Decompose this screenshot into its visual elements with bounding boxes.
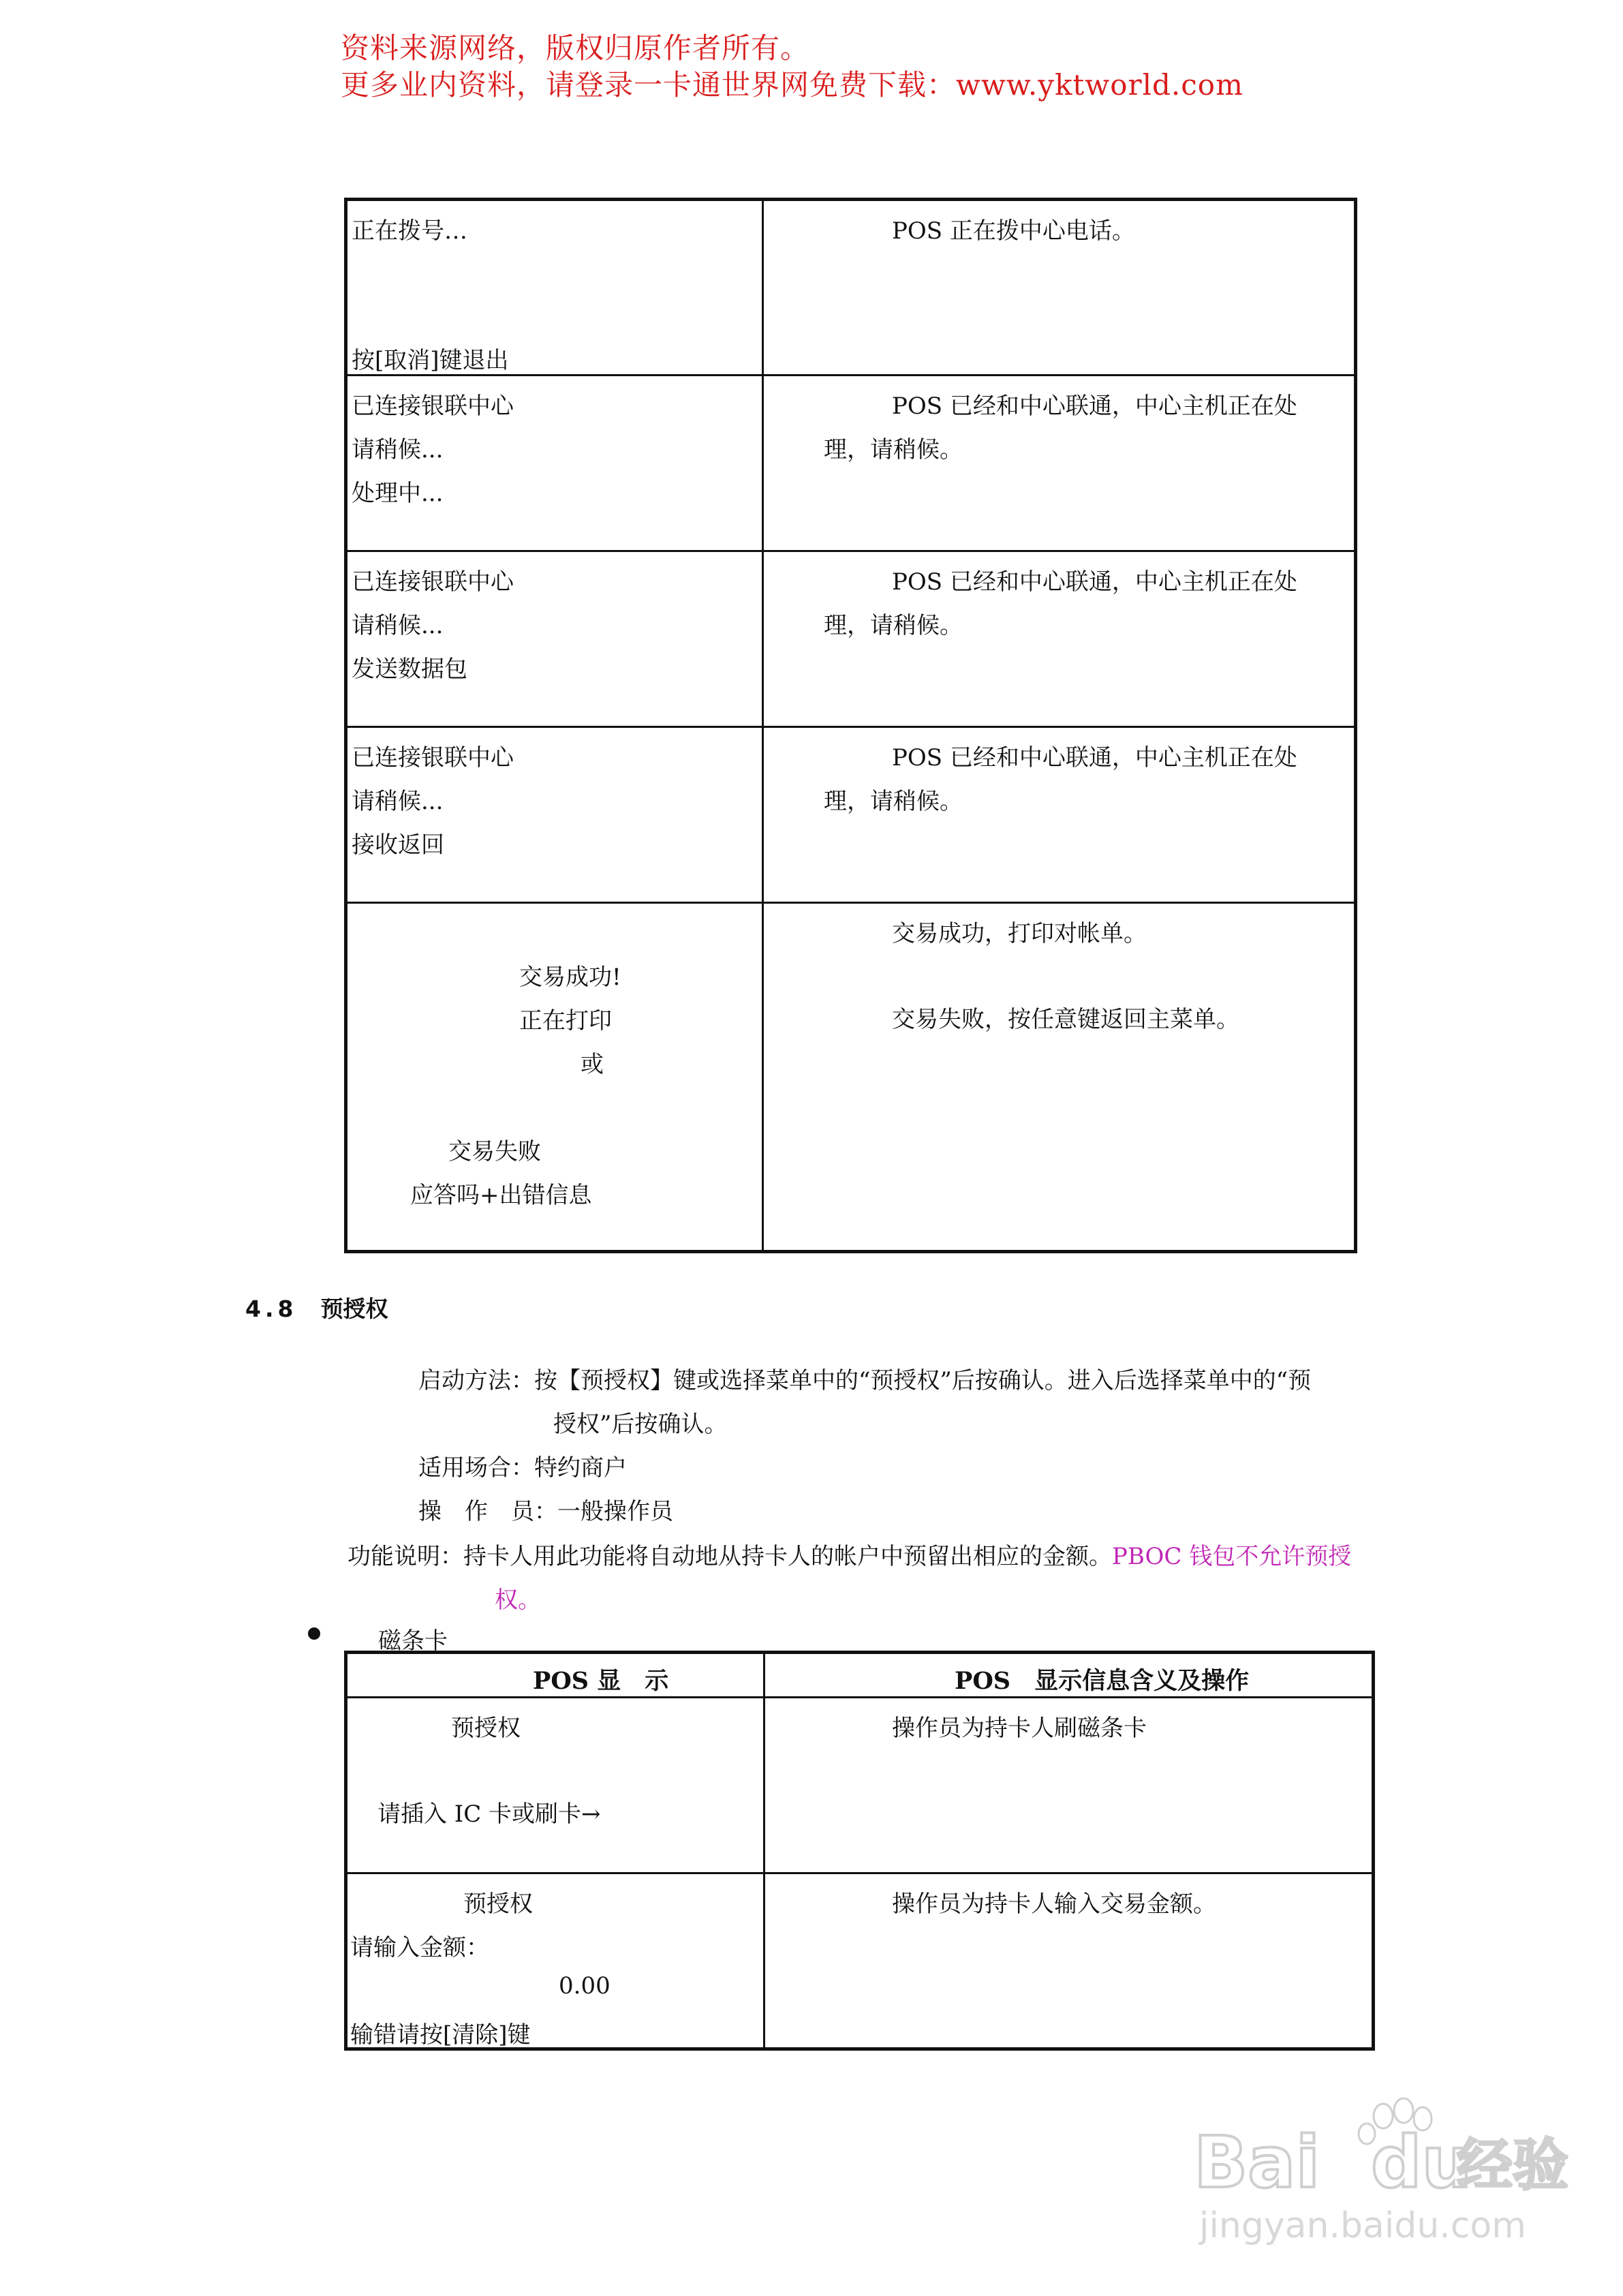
usage-scene: 适用场合：特约商户 bbox=[418, 1454, 627, 1482]
bullet-dot bbox=[308, 1627, 320, 1640]
table-row bbox=[346, 376, 1356, 551]
section-number: 4.8 bbox=[245, 1296, 298, 1322]
table-row bbox=[346, 1698, 1374, 1873]
meaning-cell: POS 已经和中心联通，中心主机正在处 理，请稍候。 bbox=[763, 551, 1356, 727]
header-pos-display: POS 显 示 bbox=[346, 1653, 764, 1698]
preauth-table bbox=[344, 1651, 1375, 2051]
table-row bbox=[346, 200, 1356, 376]
meaning-cell: POS 已经和中心联通，中心主机正在处 理，请稍候。 bbox=[763, 376, 1356, 551]
watermark-brand: Bai bbox=[1194, 2121, 1320, 2204]
header-meaning: POS 显示信息含义及操作 bbox=[764, 1653, 1374, 1698]
meaning-cell: POS 正在拨中心电话。 bbox=[763, 200, 1356, 376]
watermark-brand-du: du bbox=[1371, 2121, 1472, 2204]
function-desc: 功能说明：持卡人用此功能将自动地从持卡人的帐户中预留出相应的金额。PBOC 钱包不允许预授 bbox=[347, 1543, 1352, 1570]
pos-display-cell: 预授权 请输入金额： 0.00 输错请按[清除]键 bbox=[346, 1873, 764, 2049]
start-method-cont: 授权”后按确认。 bbox=[553, 1411, 728, 1438]
table-row bbox=[346, 727, 1356, 903]
meaning-cell: 操作员为持卡人刷磁条卡 bbox=[764, 1698, 1374, 1873]
table-row bbox=[346, 1873, 1374, 2049]
section-title: 预授权 bbox=[320, 1296, 388, 1322]
pos-display-cell: 正在拨号… 按[取消]键退出 bbox=[346, 200, 763, 376]
table-row bbox=[346, 903, 1356, 1252]
meaning-cell: 操作员为持卡人输入交易金额。 bbox=[764, 1873, 1374, 2049]
pos-display-cell: 已连接银联中心 请稍候... 处理中... bbox=[346, 376, 763, 551]
table-row bbox=[346, 551, 1356, 727]
pos-display-cell: 已连接银联中心 请稍候... 接收返回 bbox=[346, 727, 763, 903]
paw-toe-icon bbox=[1394, 2098, 1413, 2123]
source-notice: 资料来源网络，版权归原作者所有。 bbox=[341, 31, 810, 65]
pos-display-cell: 交易成功! 正在打印 或 交易失败 应答吗+出错信息 bbox=[346, 903, 763, 1252]
baidu-jingyan-watermark bbox=[1194, 2092, 1575, 2255]
pboc-note-cont: 权。 bbox=[495, 1587, 541, 1614]
pos-display-cell: 已连接银联中心 请稍候... 发送数据包 bbox=[346, 551, 763, 727]
section-heading bbox=[245, 1291, 388, 1323]
watermark-url: jingyan.baidu.com bbox=[1199, 2205, 1526, 2246]
operator: 操 作 员：一般操作员 bbox=[418, 1498, 673, 1525]
pboc-note: PBOC 钱包不允许预授 bbox=[1112, 1543, 1352, 1570]
pos-status-table bbox=[344, 198, 1357, 1253]
table-header-row bbox=[346, 1653, 1374, 1698]
watermark-jingyan: 经验 bbox=[1457, 2133, 1569, 2198]
download-notice: 更多业内资料，请登录一卡通世界网免费下载：www.yktworld.com bbox=[341, 68, 1243, 102]
start-method: 启动方法：按【预授权】键或选择菜单中的“预授权”后按确认。进入后选择菜单中的“预 bbox=[418, 1367, 1312, 1394]
pos-display-cell: 预授权 请插入 IC 卡或刷卡→ bbox=[346, 1698, 764, 1873]
bullet-magstripe: 磁条卡 bbox=[378, 1627, 448, 1655]
meaning-cell: POS 已经和中心联通，中心主机正在处 理，请稍候。 bbox=[763, 727, 1356, 903]
meaning-cell: 交易成功，打印对帐单。 交易失败，按任意键返回主菜单。 bbox=[763, 903, 1356, 1252]
